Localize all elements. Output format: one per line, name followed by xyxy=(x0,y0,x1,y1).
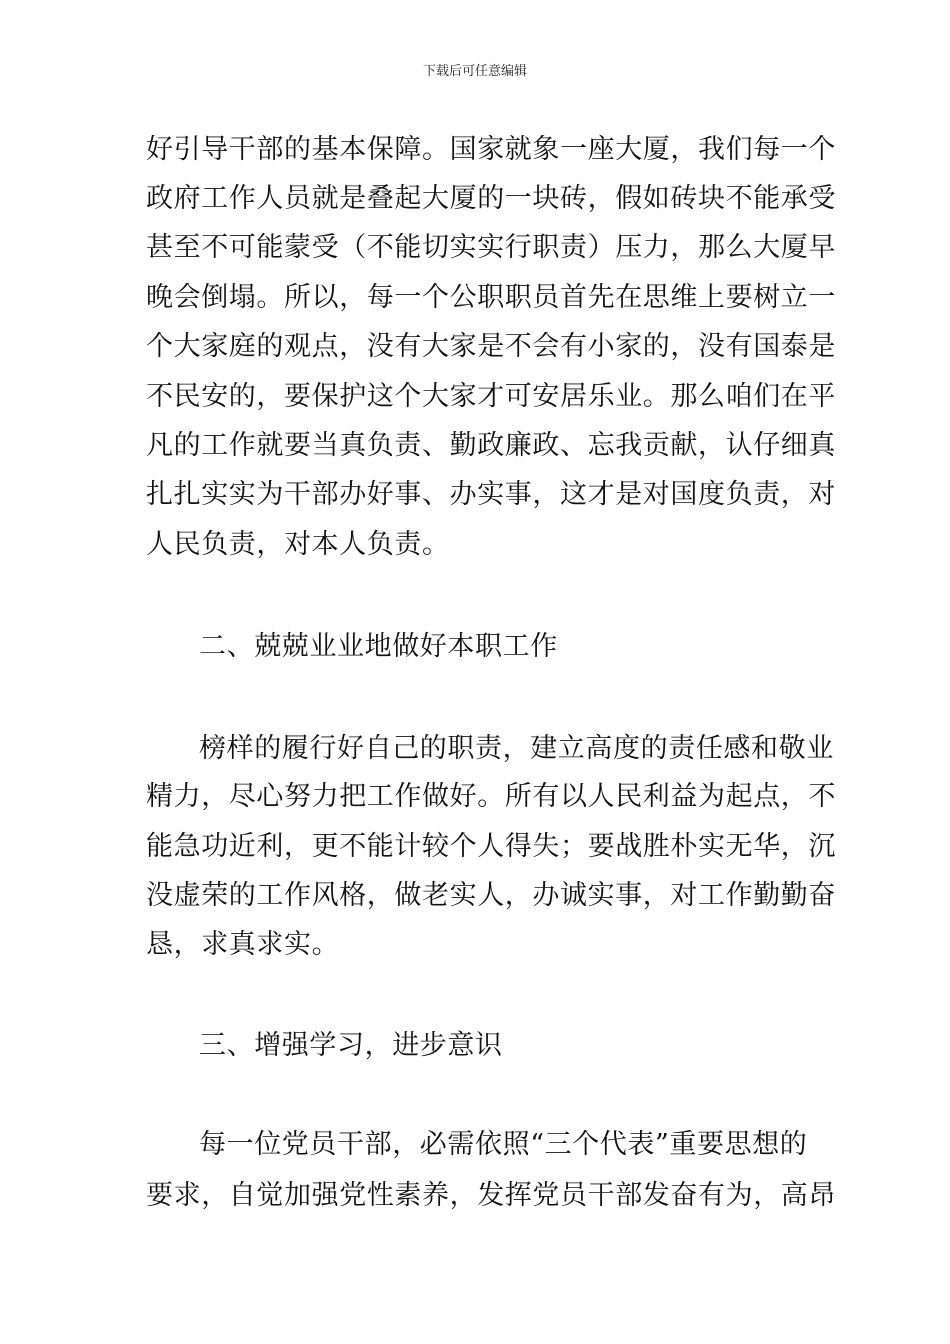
paragraph-line: 好引导干部的基本保障。国家就象一座大厦，我们每一个 xyxy=(146,134,836,165)
paragraph-line: 不民安的，要保护这个大家才可安居乐业。那么咱们在平 xyxy=(146,381,836,412)
paragraph-line: 精力，尽心努力把工作做好。所有以人民利益为起点，不 xyxy=(146,781,836,812)
paragraph-line: 榜样的履行好自己的职责，建立高度的责任感和敬业 xyxy=(199,733,834,764)
paragraph-line: 个大家庭的观点，没有大家是不会有小家的，没有国泰是 xyxy=(146,331,836,362)
paragraph-line: 要求，自觉加强党性素养，发挥党员干部发奋有为，高昂 xyxy=(146,1180,836,1211)
paragraph-line: 没虚荣的工作风格，做老实人，办诚实事，对工作勤勤奋 xyxy=(146,880,836,911)
paragraph-line: 凡的工作就要当真负责、勤政廉政、忘我贡献，认仔细真 xyxy=(146,430,836,461)
paragraph-line: 甚至不可能蒙受（不能切实实行职责）压力，那么大厦早 xyxy=(146,232,836,263)
section-heading: 二、兢兢业业地做好本职工作 xyxy=(199,631,558,662)
section-heading: 三、增强学习，进步意识 xyxy=(199,1030,503,1061)
paragraph-line: 恳，求真求实。 xyxy=(146,929,340,960)
paragraph-line: 扎扎实实为干部办好事、办实事，这才是对国度负责，对 xyxy=(146,479,836,510)
page-header: 下载后可任意编辑 xyxy=(422,64,527,79)
paragraph-line: 政府工作人员就是叠起大厦的一块砖，假如砖块不能承受 xyxy=(146,183,836,214)
paragraph-line: 晚会倒塌。所以，每一个公职职员首先在思维上要树立一 xyxy=(146,282,836,313)
paragraph-line: 能急功近利，更不能计较个人得失；要战胜朴实无华，沉 xyxy=(146,831,836,862)
paragraph-line: 人民负责，对本人负责。 xyxy=(146,529,450,560)
paragraph-line: 每一位党员干部，必需依照“三个代表”重要思想的 xyxy=(199,1129,808,1160)
